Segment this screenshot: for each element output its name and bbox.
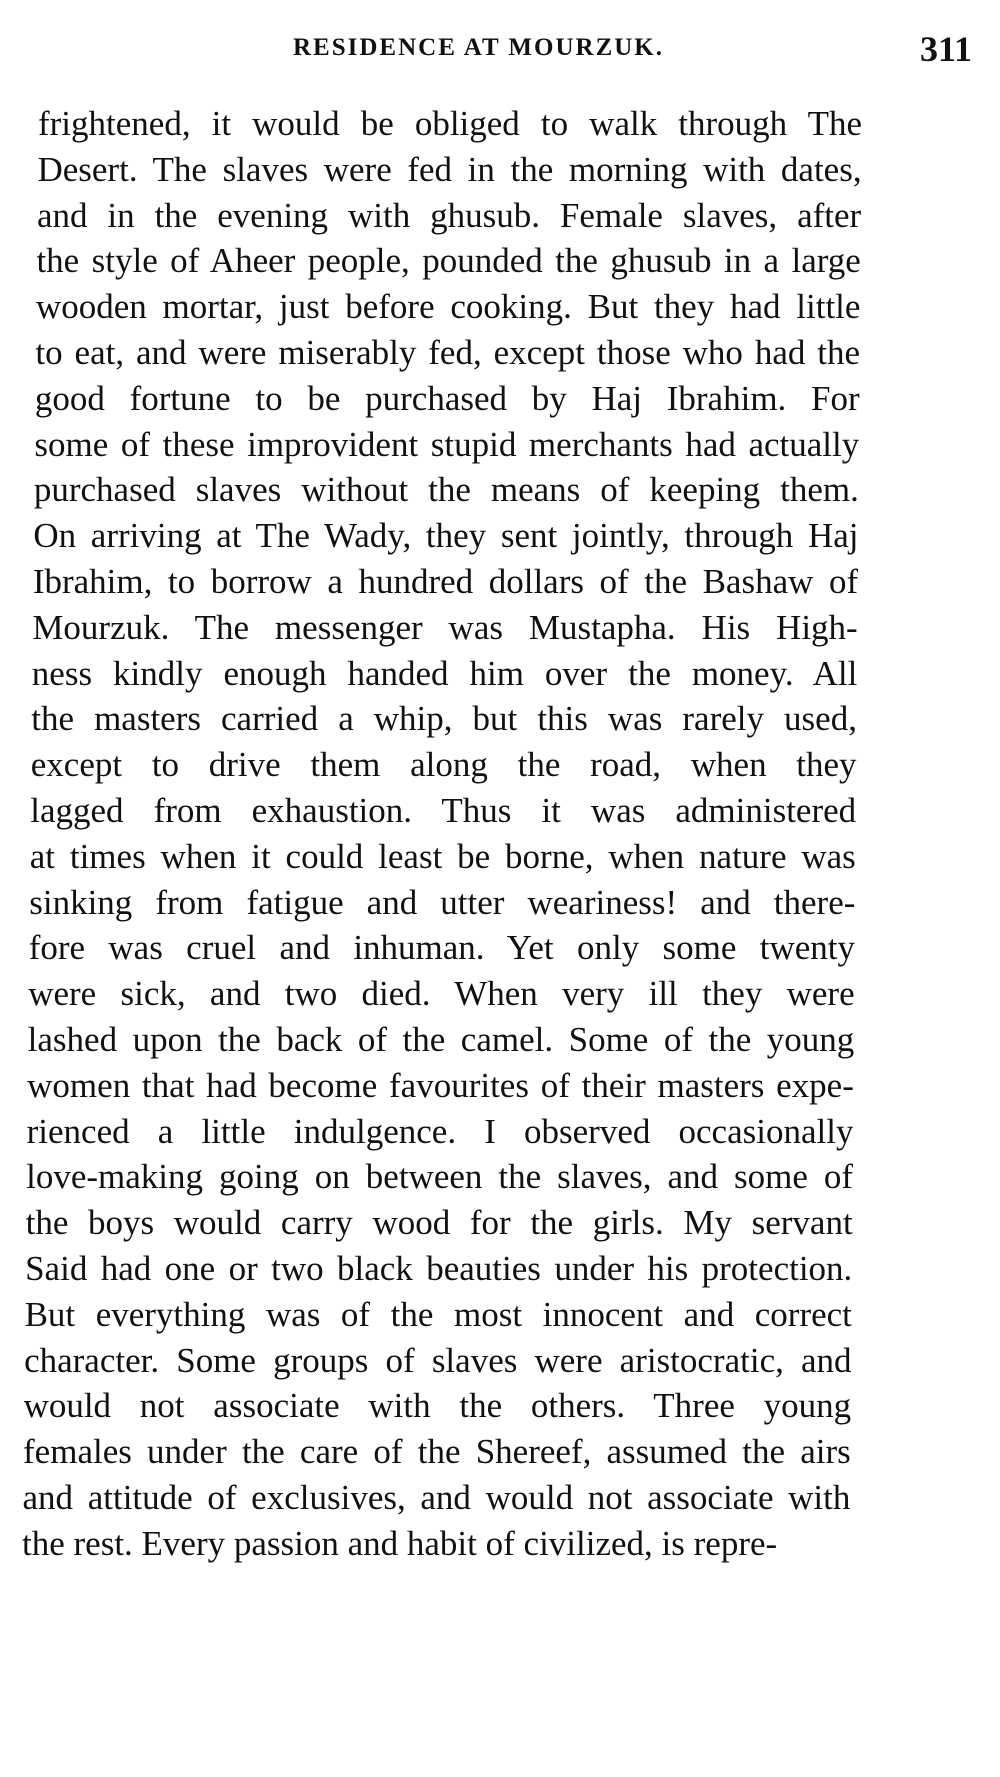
- text-line: frightened, it would be obliged to walk through The: [38, 104, 862, 143]
- text-line: love-making going on between the slaves, and some of: [26, 1157, 854, 1197]
- text-line: fore was cruel and inhuman. Yet only some twenty: [28, 928, 856, 968]
- text-line: some of these improvident stupid merchants had actually: [34, 424, 860, 464]
- text-line: the boys would carry wood for the girls. My servant: [25, 1203, 853, 1243]
- text-line: to eat, and were miserably fed, except those who had the: [35, 333, 861, 372]
- text-line: at times when it could least be borne, when nature was: [29, 836, 856, 876]
- running-head-title: RESIDENCE AT MOURZUK.: [293, 34, 664, 61]
- text-line: rienced a little indulgence. I observed occasionally: [26, 1111, 854, 1151]
- text-line: purchased slaves without the means of keeping them.: [33, 470, 859, 510]
- text-line: the masters carried a whip, but this was rarely used,: [31, 699, 857, 739]
- text-line: the rest. Every passion and habit of civilized, is repre-: [22, 1523, 778, 1563]
- text-line: ness kindly enough handed him over the money. All: [31, 653, 858, 693]
- page-number: 311: [920, 29, 973, 69]
- text-line: lashed upon the back of the camel. Some of the young: [27, 1020, 855, 1059]
- text-line: females under the care of the Shereef, assumed the airs: [23, 1432, 851, 1472]
- text-line: Mourzuk. The messenger was Mustapha. His High-: [32, 607, 858, 647]
- text-line: On arriving at The Wady, they sent jointly, through Haj: [33, 516, 859, 556]
- text-line: Ibrahim, to borrow a hundred dollars of the Bashaw of: [32, 562, 859, 601]
- text-line: lagged from exhaustion. Thus it was administered: [30, 791, 857, 830]
- text-line: and in the evening with ghusub. Female slaves, after: [36, 195, 862, 235]
- text-line: were sick, and two died. When very ill they were: [28, 974, 855, 1014]
- text-line: except to drive them along the road, when they: [30, 745, 857, 785]
- text-line: would not associate with the others. Three young: [23, 1386, 852, 1426]
- text-line: the style of Aheer people, pounded the ghusub in a large: [36, 241, 861, 281]
- text-line: and attitude of exclusives, and would not associate with: [22, 1478, 851, 1517]
- running-head: [0, 30, 1000, 70]
- text-line: wooden mortar, just before cooking. But they had little: [35, 287, 861, 327]
- text-line: But everything was of the most innocent and correct: [24, 1294, 852, 1334]
- text-line: sinking from fatigue and utter weariness! and there-: [29, 882, 856, 922]
- text-line: women that had become favourites of their masters expe-: [27, 1065, 854, 1105]
- text-line: character. Some groups of slaves were aristocratic, and: [24, 1340, 852, 1380]
- text-line: Said had one or two black beauties under his protection.: [25, 1249, 853, 1288]
- text-line: good fortune to be purchased by Haj Ibrahim. For: [34, 378, 860, 418]
- text-line: Desert. The slaves were fed in the morning with dates,: [37, 149, 862, 189]
